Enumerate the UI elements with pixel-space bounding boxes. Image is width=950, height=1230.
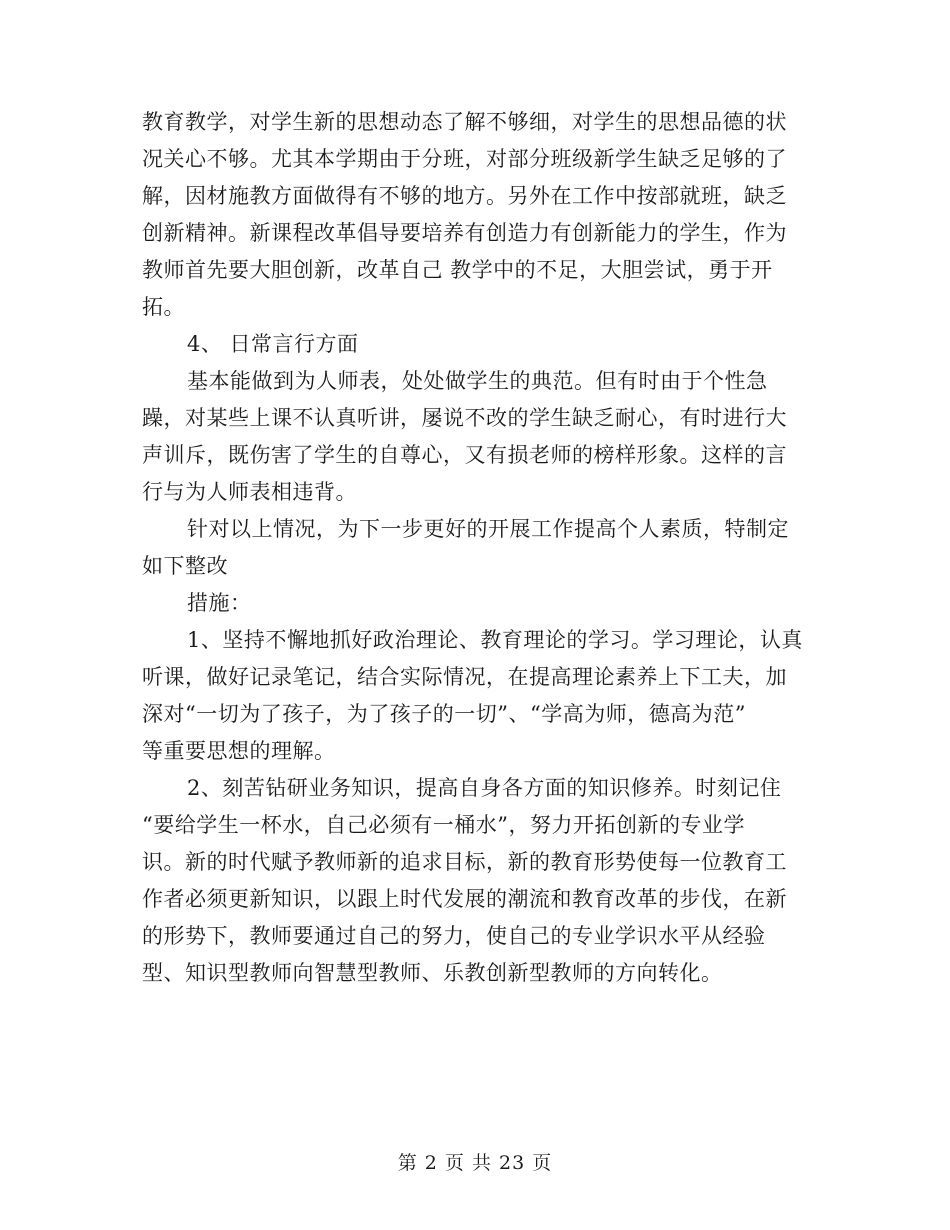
text-line: 声训斥，既伤害了学生的自尊心，又有损老师的榜样形象。这样的言 (142, 443, 787, 467)
text-line: 作者必须更新知识，以跟上时代发展的潮流和教育改革的步伐，在新 (142, 887, 787, 911)
text-line: 针对以上情况，为下一步更好的开展工作提高个人素质，特制定 (187, 517, 789, 541)
text-line: 识。新的时代赋予教师新的追求目标，新的教育形势使每一位教育工 (142, 850, 787, 874)
text-line: 教育教学，对学生新的思想动态了解不够细，对学生的思想品德的状 (142, 110, 787, 134)
text-line: 听课，做好记录笔记，结合实际情况，在提高理论素养上下工夫，加 (142, 665, 787, 689)
section-heading: 措施： (187, 591, 252, 615)
text-line: 型、知识型教师向智慧型教师、乐教创新型教师的方向转化。 (142, 961, 723, 985)
text-line: 2、刻苦钻研业务知识，提高自身各方面的知识修养。时刻记住 (187, 776, 782, 800)
text-line: 况关心不够。尤其本学期由于分班，对部分班级新学生缺乏足够的了 (142, 147, 787, 171)
text-line: 教师首先要大胆创新，改革自己 教学中的不足，大胆尝试，勇于开 (142, 258, 773, 282)
text-line: 躁，对某些上课不认真听讲，屡说不改的学生缺乏耐心，有时进行大 (142, 406, 787, 430)
page-number-footer: 第 2 页 共 23 页 (397, 1152, 553, 1174)
body-text (142, 104, 812, 992)
text-line: 深对“一切为了孩子，为了孩子的一切”、“学高为师，德高为范” (142, 702, 746, 726)
text-line: 1、坚持不懈地抓好政治理论、教育理论的学习。学习理论，认真 (187, 628, 803, 652)
text-line: 拓。 (142, 295, 185, 319)
text-line: 行与为人师表相违背。 (142, 480, 357, 504)
text-line: 基本能做到为人师表，处处做学生的典范。但有时由于个性急 (187, 369, 768, 393)
text-line: 如下整改 (142, 554, 228, 578)
text-line: 解，因材施教方面做得有不够的地方。另外在工作中按部就班，缺乏 (142, 184, 787, 208)
section-heading: 4、 日常言行方面 (187, 332, 359, 356)
text-line: 创新精神。新课程改革倡导要培养有创造力有创新能力的学生，作为 (142, 221, 787, 245)
text-line: 的形势下，教师要通过自己的努力，使自己的专业学识水平从经验 (142, 924, 766, 948)
text-line: 等重要思想的理解。 (142, 739, 336, 763)
text-line: “要给学生一杯水，自己必须有一桶水”，努力开拓创新的专业学 (142, 813, 745, 837)
